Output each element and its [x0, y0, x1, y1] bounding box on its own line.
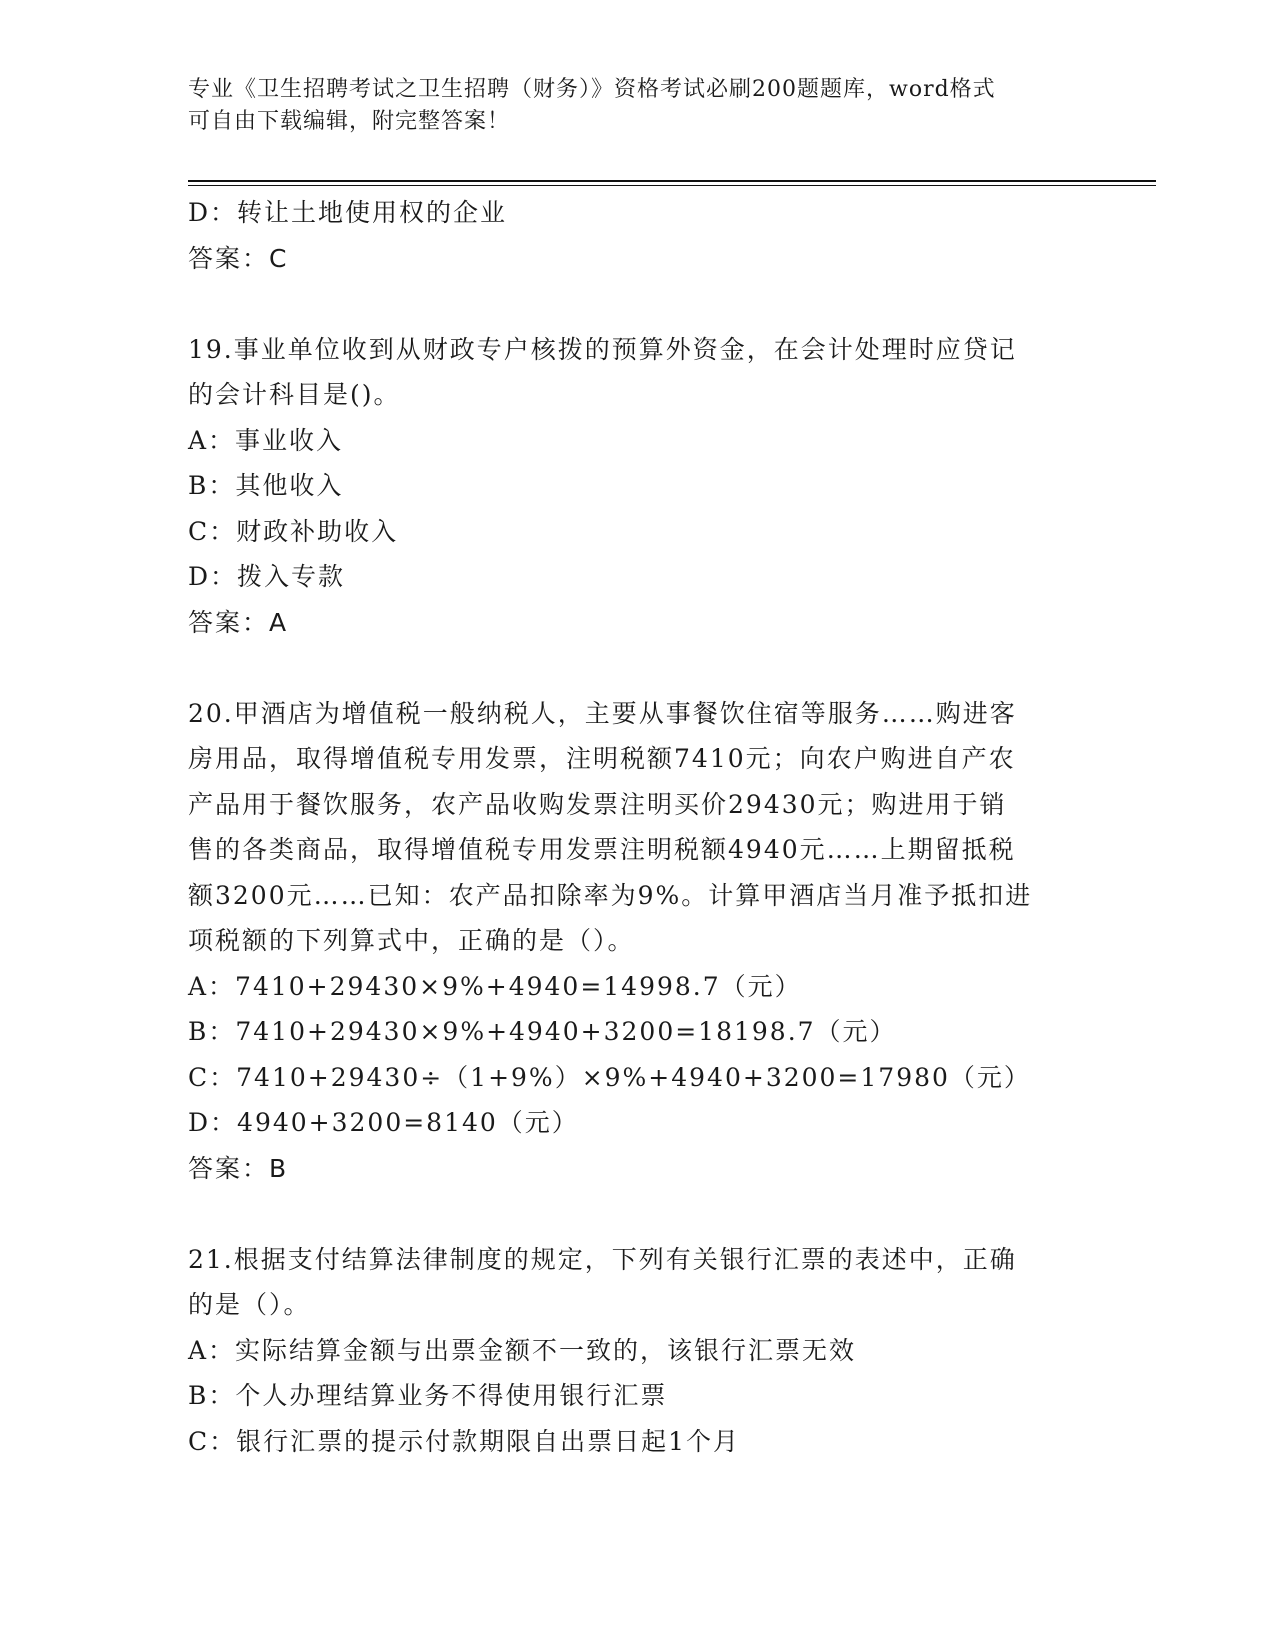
q20-option-a: A：7410+29430×9%+4940=14998.7（元） [188, 971, 802, 1001]
question-19 [188, 327, 1088, 646]
q20-answer: 答案：B [188, 1153, 289, 1183]
page-header [188, 74, 1088, 138]
q19-option-d: D：拨入专款 [188, 562, 346, 591]
q20-option-d: D：4940+3200=8140（元） [188, 1108, 579, 1137]
q19-option-a: A：事业收入 [188, 425, 344, 455]
q19-answer: 答案：A [188, 607, 289, 637]
q21-option-c: C：银行汇票的提示付款期限自出票日起1个月 [188, 1426, 741, 1456]
header-line-1: 专业《卫生招聘考试之卫生招聘（财务）》资格考试必刷200题题库，word格式 [188, 77, 996, 102]
question-21 [188, 1237, 1088, 1465]
q19-stem-line-1: 19.事业单位收到从财政专户核拨的预算外资金，在会计处理时应贷记 [188, 334, 1017, 364]
q20-stem-line-1: 20.甲酒店为增值税一般纳税人，主要从事餐饮住宿等服务……购进客 [188, 698, 1017, 728]
q21-stem-line-2: 的是（）。 [188, 1290, 311, 1319]
header-rule-thick [188, 180, 1156, 182]
header-line-2: 可自由下载编辑，附完整答案！ [188, 109, 511, 134]
q20-stem-line-3: 产品用于餐饮服务，农产品收购发票注明买价29430元；购进用于销 [188, 789, 1007, 819]
q18-option-d: D：转让土地使用权的企业 [188, 198, 508, 227]
q20-option-c: C：7410+29430÷（1+9%）×9%+4940+3200=17980（元） [188, 1062, 1031, 1092]
q19-option-b: B：其他收入 [188, 471, 344, 500]
q21-option-a: A：实际结算金额与出票金额不一致的，该银行汇票无效 [188, 1335, 857, 1365]
q19-option-c: C：财政补助收入 [188, 516, 399, 546]
spacer [188, 1191, 1088, 1237]
question-content [188, 190, 1088, 1464]
question-20 [188, 691, 1088, 1192]
q19-stem-line-2: 的会计科目是()。 [188, 380, 401, 409]
question-18-tail [188, 190, 1088, 281]
q21-option-b: B：个人办理结算业务不得使用银行汇票 [188, 1381, 668, 1410]
q20-stem-line-2: 房用品，取得增值税专用发票，注明税额7410元；向农户购进自产农 [188, 744, 1016, 773]
q20-stem-line-5: 额3200元……已知：农产品扣除率为9%。计算甲酒店当月准予抵扣进 [188, 880, 1033, 910]
spacer [188, 281, 1088, 327]
header-rule-thin [188, 185, 1156, 186]
spacer [188, 645, 1088, 691]
q20-option-b: B：7410+29430×9%+4940+3200=18198.7（元） [188, 1017, 897, 1046]
q21-stem-line-1: 21.根据支付结算法律制度的规定，下列有关银行汇票的表述中，正确 [188, 1244, 1017, 1274]
q18-answer: 答案：C [188, 243, 289, 273]
q20-stem-line-6: 项税额的下列算式中，正确的是（）。 [188, 926, 635, 955]
q20-stem-line-4: 售的各类商品，取得增值税专用发票注明税额4940元……上期留抵税 [188, 835, 1016, 864]
